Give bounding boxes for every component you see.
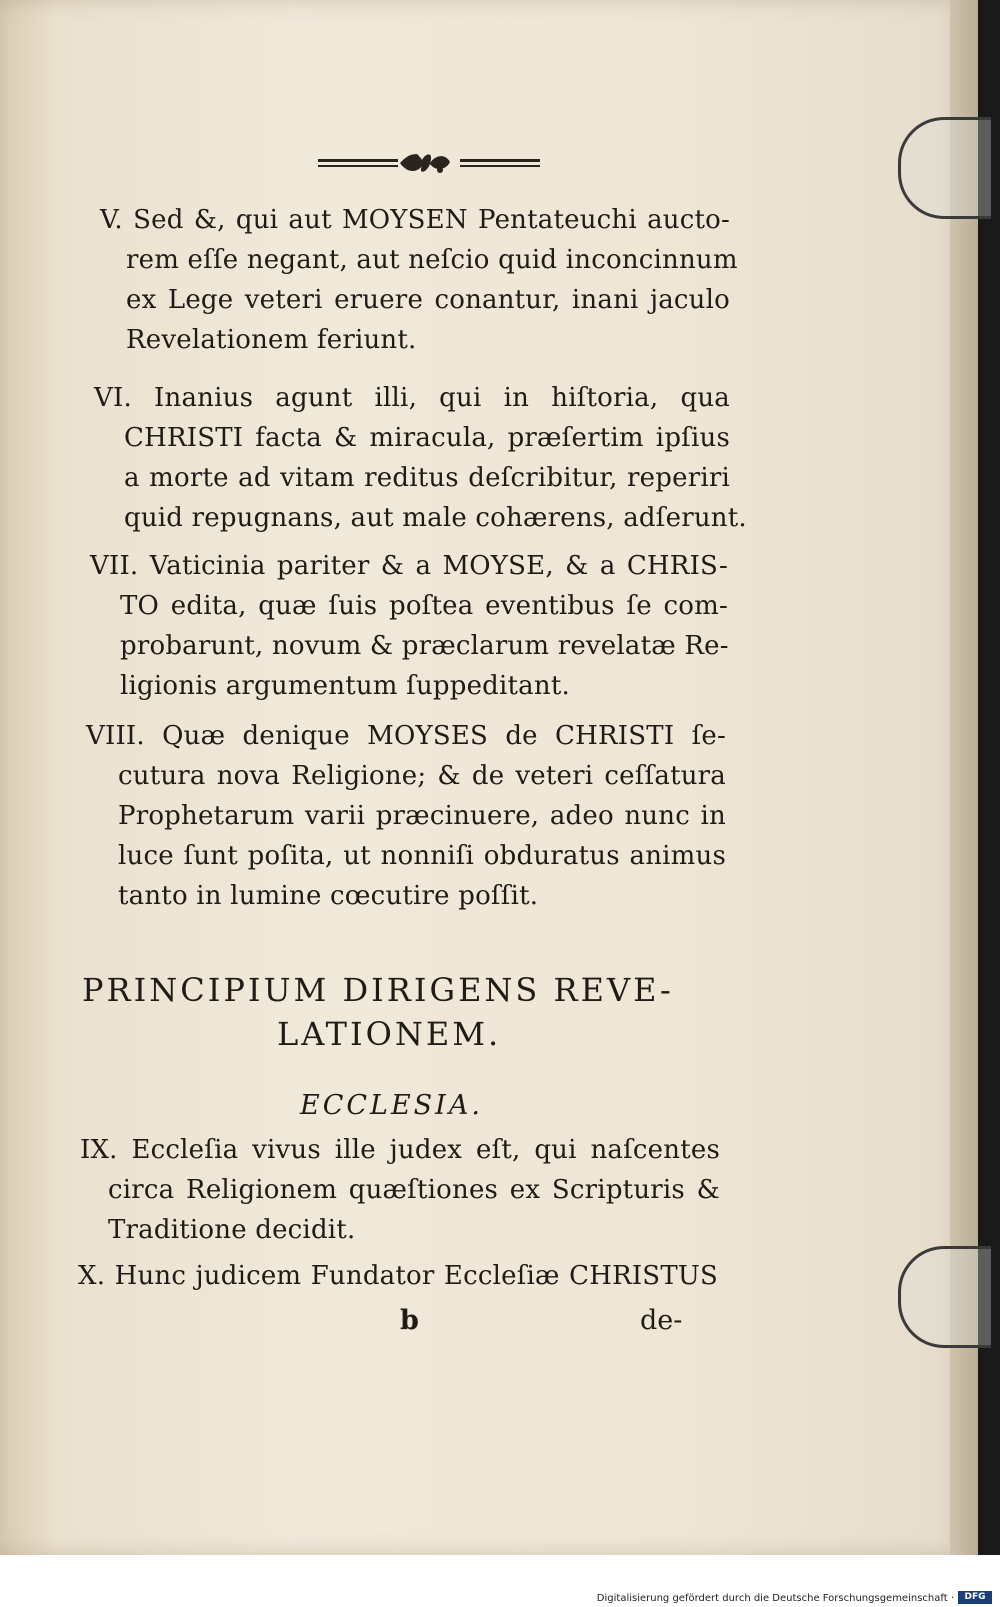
section-heading	[82, 968, 727, 1056]
text-line: Revelationem feriunt.	[126, 325, 417, 355]
text-line: CHRISTI facta & miracula, præſertim ipſius	[124, 423, 730, 453]
text-line: a morte ad vitam reditus deſcribitur, reperiri	[124, 463, 730, 493]
catchword: de-	[640, 1305, 683, 1336]
text-line: circa Religionem quæſtiones ex Scripturis &	[108, 1175, 720, 1205]
text-line: VI. Inanius agunt illi, qui in hiſtoria, qua	[94, 383, 730, 413]
text-line: ligionis argumentum ſuppeditant.	[120, 671, 570, 701]
section-subheading: ECCLESIA.	[300, 1090, 483, 1121]
text-line: X. Hunc judicem Fundator Eccleſiæ CHRISTUS	[78, 1261, 718, 1291]
heading-line-1: PRINCIPIUM DIRIGENS REVE-	[82, 971, 674, 1009]
text-line: quid repugnans, aut male cohærens, adſerunt.	[124, 503, 747, 533]
paragraph-x	[78, 1256, 718, 1296]
text-line: VII. Vaticinia pariter & a MOYSE, & a CHRIS-	[90, 551, 728, 581]
dfg-logo: DFG	[958, 1591, 992, 1604]
text-line: Traditione decidit.	[108, 1215, 356, 1245]
text-line: rem eſſe negant, aut neſcio quid inconcinnum	[126, 245, 738, 275]
paragraph-vii	[90, 546, 728, 706]
paragraph-viii	[86, 716, 726, 916]
paragraph-ix	[80, 1130, 720, 1250]
text-line: probarunt, novum & præclarum revelatæ Re-	[120, 631, 729, 661]
signature-mark: b	[400, 1305, 419, 1336]
text-line: Prophetarum varii præcinuere, adeo nunc in	[118, 801, 726, 831]
paragraph-vi	[94, 378, 747, 538]
text-line: TO edita, quæ ſuis poſtea eventibus ſe com-	[120, 591, 728, 621]
paragraph-v	[100, 200, 738, 360]
page-clip-bottom	[898, 1246, 991, 1348]
decorative-ornament	[318, 150, 540, 176]
text-line: ex Lege veteri eruere conantur, inani jaculo	[126, 285, 730, 315]
text-line: cutura nova Religione; & de veteri ceſſatura	[118, 761, 726, 791]
footer-credit: Digitalisierung gefördert durch die Deutsche Forschungsgemeinschaft ·	[596, 1593, 954, 1604]
page-clip-top	[898, 117, 991, 219]
text-line: tanto in lumine cœcutire poſſit.	[118, 881, 539, 911]
text-line: luce ſunt poſita, ut nonniſi obduratus animus	[118, 841, 726, 871]
text-line: V. Sed &, qui aut MOYSEN Pentateuchi auctо-	[100, 205, 730, 235]
text-line: IX. Eccleſia vivus ille judex eſt, qui naſcentes	[80, 1135, 720, 1165]
heading-line-2: LATIONEM.	[277, 1015, 502, 1053]
text-line: VIII. Quæ denique MOYSES de CHRISTI ſe-	[86, 721, 726, 751]
